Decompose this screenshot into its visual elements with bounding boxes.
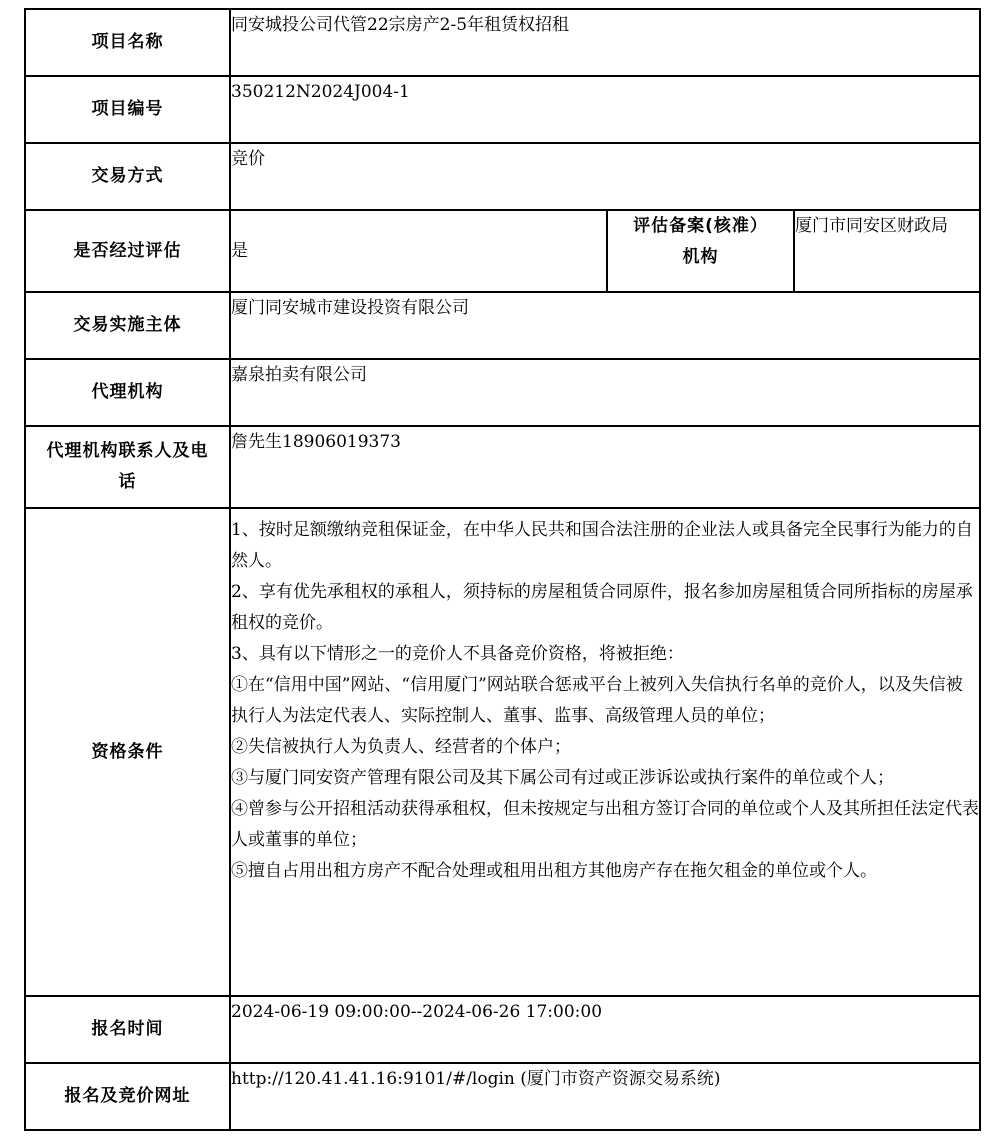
value-agency-contact: 詹先生18906019373 [230, 426, 980, 508]
value-evaluated: 是 [230, 210, 607, 292]
row-qualifications [25, 508, 980, 996]
project-info-table [24, 8, 981, 1131]
label-qualifications: 资格条件 [25, 508, 230, 996]
label-registration-time: 报名时间 [25, 996, 230, 1063]
qualification-item: ②失信被执行人为负责人、经营者的个体户； [231, 737, 571, 757]
value-bidding-url: http://120.41.41.16:9101/#/login (厦门市资产资源交易系统) [230, 1063, 980, 1130]
row-implementing-entity [25, 292, 980, 359]
row-project-name [25, 9, 980, 76]
qualification-item: 3、具有以下情形之一的竞价人不具备竞价资格，将被拒绝： [231, 644, 684, 664]
label-agency: 代理机构 [25, 359, 230, 426]
value-registration-time: 2024-06-19 09:00:00--2024-06-26 17:00:00 [230, 996, 980, 1063]
label-agency-contact: 代理机构联系人及电话 [25, 426, 230, 508]
qualification-item: 1、按时足额缴纳竞租保证金，在中华人民共和国合法注册的企业法人或具备完全民事行为能力的自然人。 [231, 520, 973, 571]
row-bidding-url [25, 1063, 980, 1130]
row-agency [25, 359, 980, 426]
qualification-item: ⑤擅自占用出租方房产不配合处理或租用出租方其他房产存在拖欠租金的单位或个人。 [231, 861, 877, 881]
value-trade-method: 竞价 [230, 143, 980, 210]
row-agency-contact [25, 426, 980, 508]
value-evaluation-agency: 厦门市同安区财政局 [794, 210, 980, 292]
label-bidding-url: 报名及竞价网址 [25, 1063, 230, 1130]
value-agency: 嘉泉拍卖有限公司 [230, 359, 980, 426]
row-project-number [25, 76, 980, 143]
value-project-number: 350212N2024J004-1 [230, 76, 980, 143]
row-registration-time [25, 996, 980, 1063]
qualification-item: ③与厦门同安资产管理有限公司及其下属公司有过或正涉诉讼或执行案件的单位或个人； [231, 768, 894, 788]
value-qualifications [230, 508, 980, 996]
qualification-item: ①在“信用中国”网站、“信用厦门”网站联合惩戒平台上被列入失信执行名单的竞价人，以及失信被执行人为法定代表人、实际控制人、董事、监事、高级管理人员的单位； [231, 675, 963, 726]
label-implementing-entity: 交易实施主体 [25, 292, 230, 359]
qualification-item: 2、享有优先承租权的承租人，须持标的房屋租赁合同原件，报名参加房屋租赁合同所指标的房屋承租权的竞价。 [231, 582, 973, 633]
qualification-item: ④曾参与公开招租活动获得承租权，但未按规定与出租方签订合同的单位或个人及其所担任法定代表人或董事的单位； [231, 799, 979, 850]
row-trade-method [25, 143, 980, 210]
label-evaluation-agency: 评估备案(核准）机构 [607, 210, 794, 292]
label-project-name: 项目名称 [25, 9, 230, 76]
row-evaluated [25, 210, 980, 292]
value-implementing-entity: 厦门同安城市建设投资有限公司 [230, 292, 980, 359]
label-project-number: 项目编号 [25, 76, 230, 143]
value-project-name: 同安城投公司代管22宗房产2-5年租赁权招租 [230, 9, 980, 76]
label-trade-method: 交易方式 [25, 143, 230, 210]
label-evaluated: 是否经过评估 [25, 210, 230, 292]
